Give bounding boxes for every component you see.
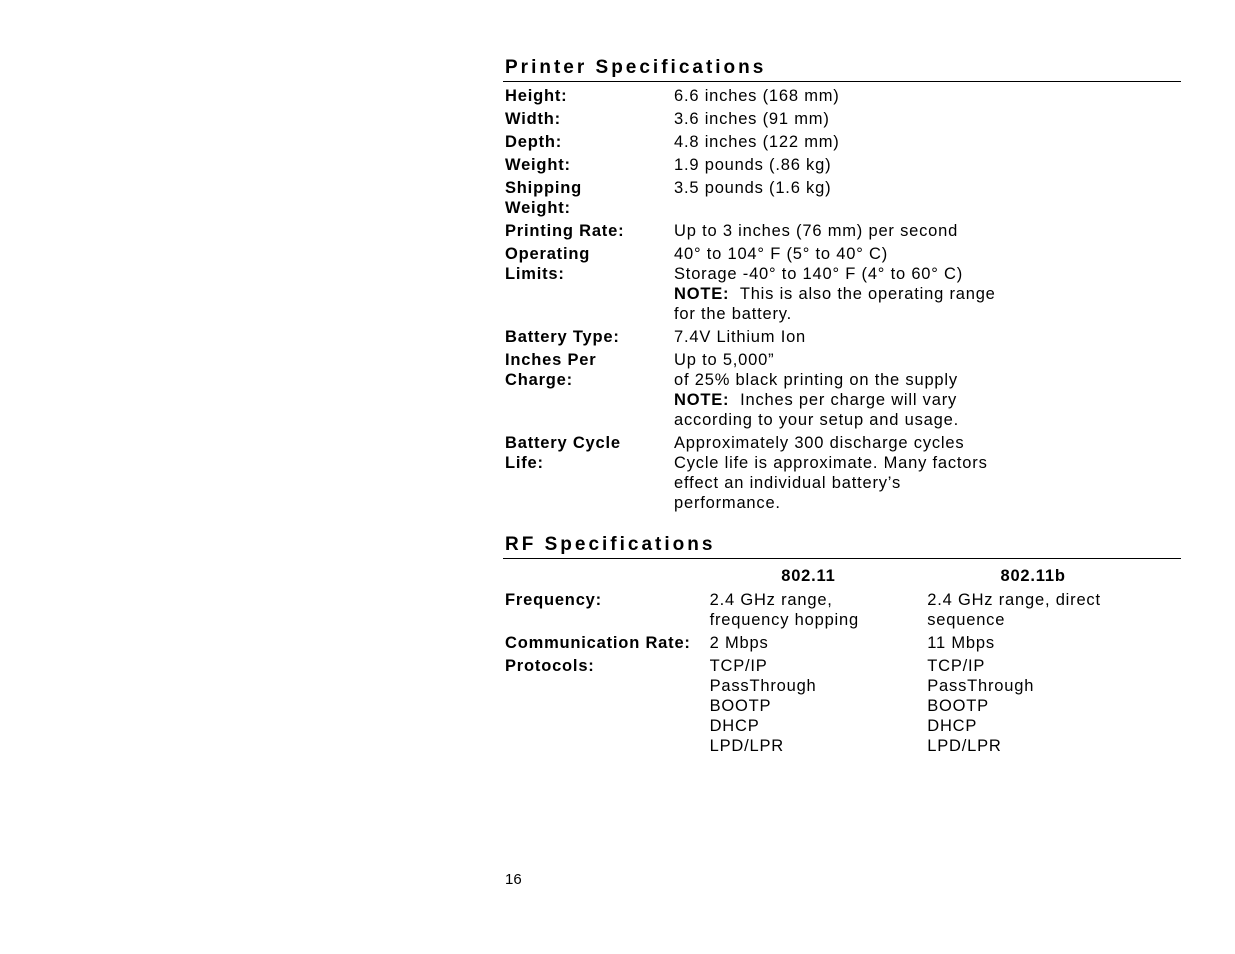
rf-label: Frequency: [505,591,602,609]
spec-value: 3.5 pounds (1.6 kg) [674,179,832,197]
spec-row-printing-rate [503,221,1179,244]
spec-label-line: Shipping [505,179,582,197]
printer-specs-title: Printer Specifications [503,55,1181,82]
note-line [674,284,1179,304]
value-line: 2.4 GHz range, direct [927,591,1101,609]
protocol-item: LPD/LPR [927,737,1002,755]
spec-value: 6.6 inches (168 mm) [674,87,840,105]
spec-row-weight [503,155,1179,178]
spec-value: 1.9 pounds (.86 kg) [674,156,832,174]
spec-value: Up to 3 inches (76 mm) per second [674,222,959,240]
spec-label-line: Battery Cycle [505,434,621,452]
spec-page [503,55,1181,759]
note-line: for the battery. [674,305,792,323]
rf-row-protocols [503,656,1181,759]
protocol-item: TCP/IP [927,657,986,675]
rf-value [710,656,928,759]
note-line [674,390,1179,410]
rf-row-frequency [503,590,1181,633]
rf-value: 2 Mbps [709,634,769,652]
spec-value: 4.8 inches (122 mm) [674,133,840,151]
spec-label: Printing Rate: [505,222,625,240]
spec-row-height [503,86,1179,109]
spec-row-battery-cycle-life [503,433,1179,516]
page-number: 16 [505,871,522,888]
spec-label [503,350,674,433]
spec-label-line: Weight: [505,199,571,217]
spec-row-depth [503,132,1179,155]
rf-header-empty [503,563,710,590]
protocol-item: DHCP [927,717,978,735]
note-line: according to your setup and usage. [674,411,959,429]
spec-label: Width: [505,110,561,128]
spec-value [674,433,1179,516]
value-line: performance. [674,494,781,512]
rf-value: 11 Mbps [927,634,995,652]
note-text: Inches per charge will vary [740,391,958,409]
spec-label-line: Limits: [505,265,565,283]
spec-row-battery-type [503,327,1179,350]
note-label: NOTE: [674,285,730,303]
protocol-item: PassThrough [927,677,1035,695]
spec-label: Depth: [505,133,563,151]
rf-label: Protocols: [505,657,595,675]
spec-label: Battery Type: [505,328,620,346]
spec-label-line: Inches Per [505,351,597,369]
spec-row-operating-limits [503,244,1179,327]
rf-value [927,656,1181,759]
note-label: NOTE: [674,391,730,409]
rf-value [710,590,928,633]
spec-label-line: Operating [505,245,591,263]
protocol-item: BOOTP [927,697,989,715]
spec-value: 7.4V Lithium Ion [674,328,807,346]
spec-row-width [503,109,1179,132]
spec-label: Height: [505,87,568,105]
value-line: Storage -40° to 140° F (4° to 60° C) [674,265,964,283]
spec-label [503,433,674,516]
spec-value [674,350,1179,433]
spec-value: 3.6 inches (91 mm) [674,110,830,128]
spec-label [503,244,674,327]
protocol-item: DHCP [709,717,760,735]
spec-label [503,178,674,221]
value-line: frequency hopping [709,611,859,629]
rf-header-row [503,563,1181,590]
value-line: Cycle life is approximate. Many factors [674,454,988,472]
rf-row-communication-rate [503,633,1181,656]
spec-label-line: Life: [505,454,544,472]
protocol-item: LPD/LPR [709,737,784,755]
rf-value [927,590,1181,633]
protocol-item: PassThrough [709,677,817,695]
spec-value [674,244,1179,327]
spec-row-shipping-weight [503,178,1179,221]
rf-col-header-80211b: 802.11b [1000,567,1066,585]
value-line: effect an individual battery’s [674,474,902,492]
value-line: 2.4 GHz range, [709,591,833,609]
rf-specs-title: RF Specifications [503,532,1181,559]
rf-col-header-80211: 802.11 [781,567,836,585]
protocol-item: BOOTP [709,697,772,715]
rf-specs-table [503,563,1181,759]
value-line: 40° to 104° F (5° to 40° C) [674,245,889,263]
printer-specs-table [503,86,1179,516]
value-line: Approximately 300 discharge cycles [674,434,965,452]
value-line: of 25% black printing on the supply [674,371,958,389]
note-text: This is also the operating range [739,285,996,303]
value-line: sequence [927,611,1006,629]
spec-row-inches-per-charge [503,350,1179,433]
spec-label-line: Charge: [505,371,573,389]
value-line: Up to 5,000” [674,351,775,369]
spec-label: Weight: [505,156,571,174]
rf-label: Communication Rate: [505,634,691,652]
protocol-item: TCP/IP [709,657,768,675]
